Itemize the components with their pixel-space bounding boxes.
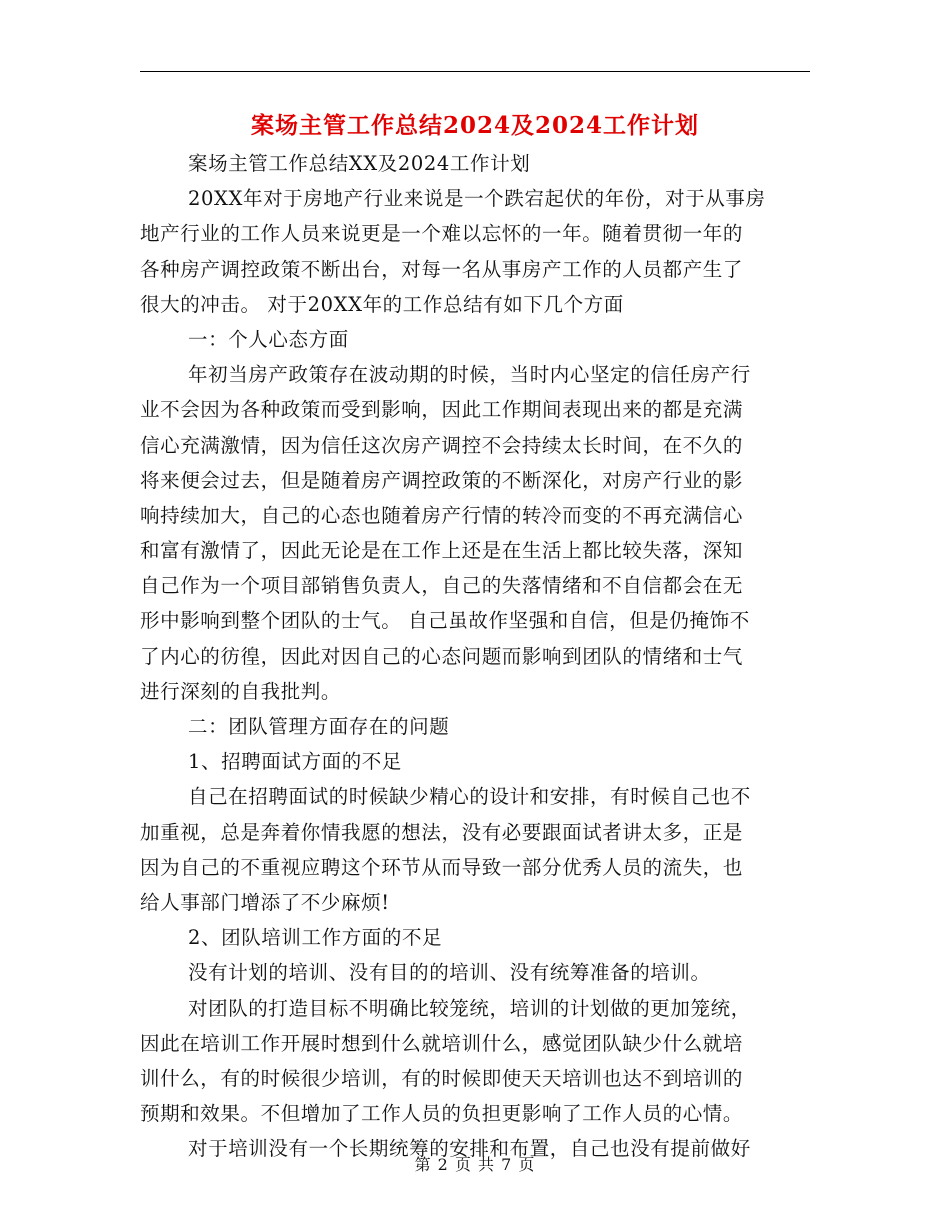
text-line: 各种房产调控政策不断出台，对每一名从事房产工作的人员都产生了 xyxy=(140,257,744,281)
text-line: 年初当房产政策存在波动期的时候，当时内心坚定的信任房产行 xyxy=(188,363,751,387)
page-footer xyxy=(0,1152,950,1175)
text-line: 自己在招聘面试的时候缺少精心的设计和安排，有时候自己也不 xyxy=(188,785,751,809)
document-body xyxy=(140,146,810,1166)
text-line: 进行深刻的自我批判。 xyxy=(140,679,342,703)
text-line: 响持续加大，自己的心态也随着房产行情的转冷而变的不再充满信心 xyxy=(140,503,744,527)
header-rule xyxy=(140,71,810,72)
text-line: 因为自己的不重视应聘这个环节从而导致一部分优秀人员的流失，也 xyxy=(140,855,744,879)
text-line: 信心充满激情，因为信任这次房产调控不会持续太长时间，在不久的 xyxy=(140,433,744,457)
text-line: 2、团队培训工作方面的不足 xyxy=(188,926,443,950)
text-line: 20XX年对于房地产行业来说是一个跌宕起伏的年份，对于从事房 xyxy=(188,187,766,211)
text-line: 对团队的打造目标不明确比较笼统，培训的计划做的更加笼统， xyxy=(188,996,751,1020)
text-line: 案场主管工作总结XX及2024工作计划 xyxy=(188,152,531,175)
text-line: 1、招聘面试方面的不足 xyxy=(188,750,403,774)
text-line: 形中影响到整个团队的士气。 自己虽故作坚强和自信，但是仍掩饰不 xyxy=(140,609,750,633)
text-line: 二：团队管理方面存在的问题 xyxy=(188,715,450,738)
text-line: 因此在培训工作开展时想到什么就培训什么，感觉团队缺少什么就培 xyxy=(140,1031,744,1055)
text-line: 将来便会过去，但是随着房产调控政策的不断深化，对房产行业的影 xyxy=(140,468,744,492)
text-line: 自己作为一个项目部销售负责人，自己的失落情绪和不自信都会在无 xyxy=(140,574,744,598)
text-line: 对于培训没有一个长期统筹的安排和布置，自己也没有提前做好 xyxy=(188,1137,751,1161)
text-line: 地产行业的工作人员来说更是一个难以忘怀的一年。随着贯彻一年的 xyxy=(140,222,744,246)
document-title: 案场主管工作总结2024及2024工作计划 xyxy=(250,112,700,139)
text-line: 训什么，有的时候很少培训，有的时候即使天天培训也达不到培训的 xyxy=(140,1066,744,1090)
text-line: 一：个人心态方面 xyxy=(188,327,349,351)
text-line: 加重视，总是奔着你情我愿的想法，没有必要跟面试者讲太多，正是 xyxy=(140,820,744,844)
text-line: 给人事部门增添了不少麻烦! xyxy=(140,890,390,914)
text-line: 业不会因为各种政策而受到影响，因此工作期间表现出来的都是充满 xyxy=(140,398,744,422)
text-line: 和富有激情了，因此无论是在工作上还是在生活上都比较失落，深知 xyxy=(140,539,744,563)
text-line: 了内心的彷徨，因此对因自己的心态问题而影响到团队的情绪和士气 xyxy=(140,644,744,668)
text-line: 没有计划的培训、没有目的的培训、没有统筹准备的培训。 xyxy=(188,961,711,985)
text-line: 预期和效果。不但增加了工作人员的负担更影响了工作人员的心情。 xyxy=(140,1102,744,1126)
text-line: 很大的冲击。 对于20XX年的工作总结有如下几个方面 xyxy=(140,292,624,316)
page-number-label: 第 2 页 共 7 页 xyxy=(414,1155,536,1174)
